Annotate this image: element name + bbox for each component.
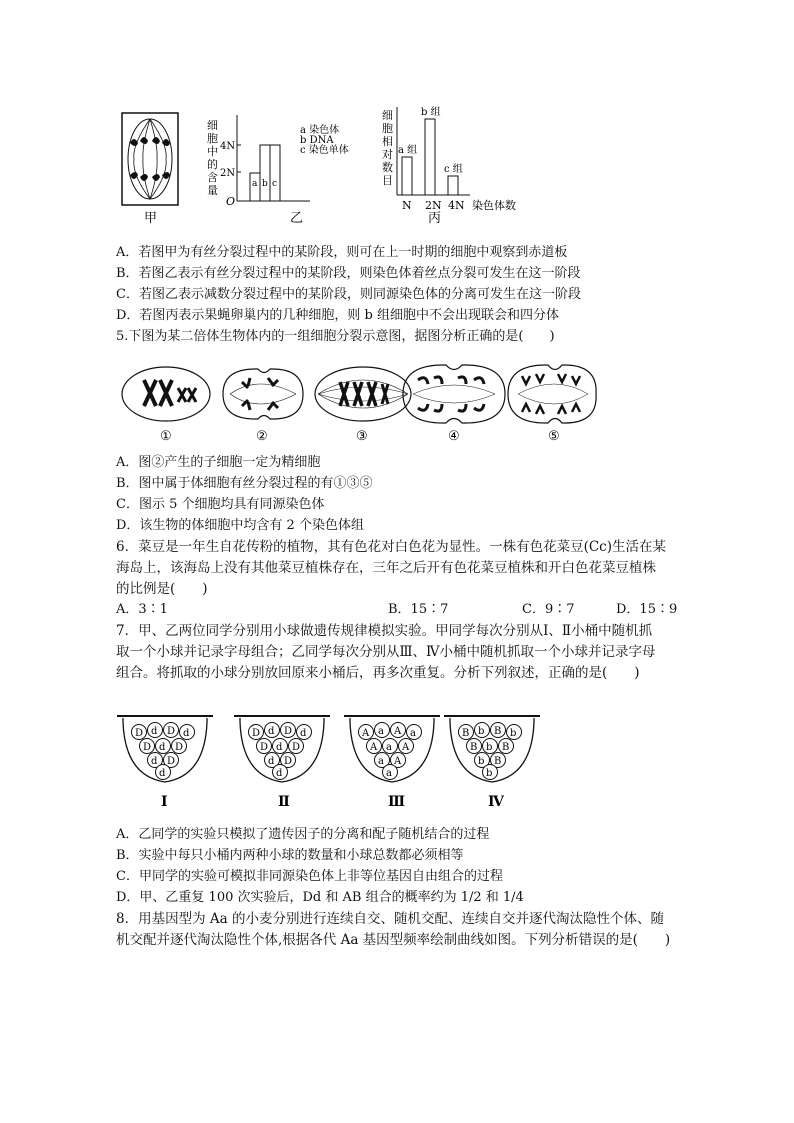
yi-legend bbox=[300, 123, 349, 156]
q7-option-d: D．甲、乙重复 100 次实验后，Dd 和 AB 组合的概率约为 1/2 和 1/4 bbox=[116, 890, 524, 905]
ball-letter: B bbox=[462, 728, 470, 739]
yi-legend-item: b DNA bbox=[300, 135, 334, 146]
ball-letter: d bbox=[268, 726, 275, 737]
bucket-label: Ⅱ bbox=[278, 794, 290, 810]
yi-bar-c bbox=[270, 145, 280, 201]
q6-option-a: A．3∶1 bbox=[116, 602, 168, 617]
q6-stem-line-3: 的比例是( ) bbox=[116, 581, 208, 597]
q5-option-b: B．图中属于体细胞有丝分裂过程的有①③⑤ bbox=[116, 476, 373, 491]
bing-group-label: b 组 bbox=[421, 107, 441, 118]
bing-ylabel-char: 细 bbox=[382, 109, 393, 122]
cell-label: ② bbox=[256, 429, 268, 444]
cell-diagram-jia bbox=[122, 113, 178, 205]
ball-letter: b bbox=[510, 728, 517, 739]
figure-q4 bbox=[110, 105, 540, 230]
label-jia: 甲 bbox=[144, 211, 158, 226]
yi-ylabel-char: 量 bbox=[207, 184, 218, 197]
bing-group-label: c 组 bbox=[444, 164, 463, 175]
yi-tick-2n: 2N bbox=[220, 168, 236, 179]
yi-origin: O bbox=[226, 195, 236, 208]
bucket-4 bbox=[444, 716, 540, 810]
cell-1 bbox=[122, 367, 210, 421]
ball-letter: D bbox=[292, 742, 301, 753]
q7-stem-line-3: 组合。将抓取的小球分别放回原来小桶后，再多次重复。分析下列叙述，正确的是( ) bbox=[116, 665, 640, 681]
bucket-2 bbox=[234, 716, 330, 810]
ball-letter: D bbox=[260, 742, 269, 753]
ball-letter: D bbox=[284, 756, 293, 767]
bing-bar-2N bbox=[425, 119, 435, 195]
yi-bar-letter: b bbox=[262, 179, 268, 189]
q5-stem: 5.下图为某二倍体生物体内的一组细胞分裂示意图，据图分析正确的是( ) bbox=[116, 329, 555, 344]
q5-option-d: D．该生物的体细胞中均含有 2 个染色体组 bbox=[116, 518, 364, 533]
bucket-1 bbox=[117, 716, 213, 810]
label-yi: 乙 bbox=[290, 211, 304, 226]
ball-letter: D bbox=[175, 742, 184, 753]
bing-y-axis-label bbox=[382, 109, 393, 187]
q6-option-c: C．9∶7 bbox=[522, 602, 575, 617]
yi-ylabel-char: 含 bbox=[207, 171, 218, 184]
ball-letter: D bbox=[143, 742, 152, 753]
bing-bar-N bbox=[402, 157, 412, 195]
yi-bar-b bbox=[260, 145, 270, 201]
ball-letter: d bbox=[276, 742, 283, 753]
ball-letter: A bbox=[362, 728, 370, 739]
ball-letter: b bbox=[486, 768, 493, 779]
bucket-label: Ⅰ bbox=[161, 794, 168, 810]
q7-stem-line-2: 取一个小球并记录字母组合；乙同学每次分别从Ⅲ、Ⅳ小桶中随机抓取一个小球并记录字母 bbox=[116, 644, 656, 660]
bing-x-tick: 4N bbox=[448, 199, 465, 212]
cell-5 bbox=[508, 365, 596, 423]
yi-legend-item: a 染色体 bbox=[300, 125, 340, 136]
q6-stem-line-2: 海岛上，该海岛上没有其他菜豆植株存在，三年之后开有色花菜豆植株和开白色花菜豆植株 bbox=[116, 560, 656, 576]
ball-letter: d bbox=[151, 756, 158, 767]
yi-tick-4n: 4N bbox=[220, 141, 236, 152]
ball-letter: B bbox=[470, 742, 478, 753]
ball-letter: b bbox=[478, 726, 485, 737]
bucket-label: Ⅲ bbox=[388, 794, 406, 810]
q7-option-c: C．甲同学的实验可模拟非同源染色体上非等位基因自由组合的过程 bbox=[116, 869, 503, 884]
yi-ylabel-char: 胞 bbox=[207, 132, 218, 145]
ball-letter: B bbox=[502, 742, 510, 753]
ball-letter: d bbox=[268, 756, 275, 767]
ball-letter: b bbox=[486, 742, 493, 753]
ball-letter: d bbox=[159, 742, 166, 753]
bucket-label: Ⅳ bbox=[488, 794, 504, 810]
cell-label: ③ bbox=[356, 429, 368, 444]
yi-legend-item: c 染色单体 bbox=[300, 145, 349, 156]
q4-option-d: D．若图丙表示果蝇卵巢内的几种细胞，则 b 组细胞中不会出现联会和四分体 bbox=[116, 308, 560, 323]
ball-letter: d bbox=[276, 768, 283, 779]
q4-option-b: B．若图乙表示有丝分裂过程中的某阶段，则染色体着丝点分裂可发生在这一阶段 bbox=[116, 266, 581, 281]
ball-letter: D bbox=[252, 728, 261, 739]
ball-letter: b bbox=[478, 756, 485, 767]
ball-letter: a bbox=[386, 742, 392, 753]
q8-stem-line-2: 机交配并逐代淘汰隐性个体,根据各代 Aa 基因型频率绘制曲线如图。下列分析错误的是( ) bbox=[116, 932, 671, 948]
ball-letter: D bbox=[135, 728, 144, 739]
label-bing: 丙 bbox=[428, 211, 442, 226]
bing-ylabel-char: 胞 bbox=[382, 122, 393, 135]
ball-letter: A bbox=[402, 742, 410, 753]
bucket-3 bbox=[344, 716, 440, 810]
ball-letter: A bbox=[394, 726, 402, 737]
cell-4 bbox=[403, 365, 505, 423]
yi-ylabel-char: 的 bbox=[207, 158, 218, 171]
bing-x-axis-label: 染色体数 bbox=[472, 199, 516, 212]
ball-letter: d bbox=[151, 726, 158, 737]
q7-option-a: A．乙同学的实验只模拟了遗传因子的分离和配子随机结合的过程 bbox=[116, 827, 490, 842]
chart-bing bbox=[382, 106, 516, 212]
ball-letter: D bbox=[167, 756, 176, 767]
q4-option-a: A．若图甲为有丝分裂过程中的某阶段，则可在上一时期的细胞中观察到赤道板 bbox=[116, 245, 568, 260]
bing-x-tick: N bbox=[402, 199, 412, 212]
ball-letter: D bbox=[284, 726, 293, 737]
bing-bar-4N bbox=[448, 176, 458, 195]
yi-ylabel-char: 中 bbox=[207, 145, 218, 158]
ball-letter: a bbox=[386, 768, 392, 779]
chart-yi bbox=[207, 115, 349, 208]
yi-y-axis-label bbox=[207, 119, 218, 197]
cell-2 bbox=[223, 369, 303, 419]
q5-option-c: C．图示 5 个细胞均具有同源染色体 bbox=[116, 497, 325, 512]
ball-letter: A bbox=[370, 742, 378, 753]
yi-ylabel-char: 细 bbox=[207, 119, 218, 132]
q4-option-c: C．若图乙表示减数分裂过程中的某阶段，则同源染色体的分离可发生在这一阶段 bbox=[116, 287, 581, 302]
figure-q5-cells bbox=[118, 360, 598, 446]
ball-letter: a bbox=[378, 756, 384, 767]
ball-letter: a bbox=[378, 726, 384, 737]
cell-3 bbox=[315, 367, 411, 421]
ball-letter: d bbox=[183, 728, 190, 739]
cell-label: ④ bbox=[448, 429, 460, 444]
bing-ylabel-char: 对 bbox=[382, 148, 393, 161]
ball-letter: d bbox=[300, 728, 307, 739]
q7-stem-line-1: 7．甲、乙两位同学分别用小球做遗传规律模拟实验。甲同学每次分别从Ⅰ、Ⅱ小桶中随机抓 bbox=[116, 623, 653, 639]
q5-option-a: A．图②产生的子细胞一定为精细胞 bbox=[116, 455, 321, 470]
cell-label: ① bbox=[160, 429, 172, 444]
bing-x-tick: 2N bbox=[425, 199, 442, 212]
q6-option-b: B．15∶7 bbox=[388, 602, 449, 617]
cell-label: ⑤ bbox=[548, 429, 560, 444]
ball-letter: D bbox=[167, 726, 176, 737]
bing-ylabel-char: 数 bbox=[382, 161, 393, 174]
q7-option-b: B．实验中每只小桶内两种小球的数量和小球总数都必须相等 bbox=[116, 848, 464, 863]
yi-bar-letter: a bbox=[252, 179, 258, 189]
q6-stem-line-1: 6．菜豆是一年生自花传粉的植物，其有色花对白色花为显性。一株有色花菜豆(Cc)生活在某 bbox=[116, 539, 667, 555]
ball-letter: B bbox=[494, 756, 502, 767]
q8-stem-line-1: 8．用基因型为 Aa 的小麦分别进行连续自交、随机交配、连续自交并逐代淘汰隐性个体、随 bbox=[116, 911, 664, 927]
ball-letter: a bbox=[410, 728, 416, 739]
figure-q7-buckets bbox=[112, 710, 552, 810]
yi-bar-letter: c bbox=[272, 179, 278, 189]
bing-group-label: a 组 bbox=[398, 145, 418, 156]
q6-option-d: D．15∶9 bbox=[616, 602, 678, 617]
bing-ylabel-char: 目 bbox=[382, 174, 393, 187]
ball-letter: B bbox=[494, 726, 502, 737]
ball-letter: d bbox=[159, 768, 166, 779]
bing-ylabel-char: 相 bbox=[382, 135, 393, 148]
ball-letter: A bbox=[394, 756, 402, 767]
